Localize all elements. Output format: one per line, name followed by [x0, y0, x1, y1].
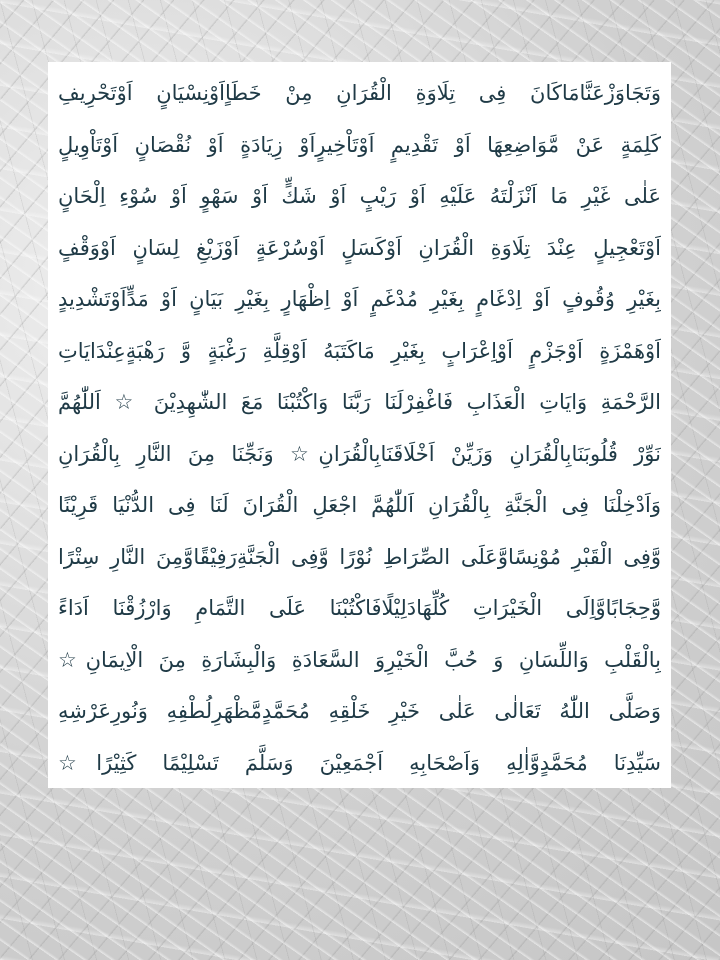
text-line-12: بِالْقَلْبِ وَاللِّسَانِ وَ حُبَّ الْخَيْرِوَ السَّعَادَةِ وَالْبِشَارَةِ مِنَ الْاِيمَانِ☆: [58, 647, 661, 672]
text-line-1: وَتَجَاوَزْعَنَّامَاكَانَ فِى تِلَاوَةِ الْقُرَانِ مِنْ خَطَاٍاَوْنِسْيَانٍ اَوْتَحْرِيفِ: [58, 81, 661, 105]
text-page: [48, 62, 671, 788]
text-line-14: سَيِّدِنَا مُحَمَّدٍوَّاٰلِهِ وَاَصْحَابِهِ اَجْمَعِيْنَ وَسَلَّمَ تَسْلِيْمًا كَثِيْرًا☆: [58, 750, 661, 775]
text-line-9: وَاَدْخِلْنَا فِى الْجَنَّةِ بِالْقُرَانِ اَللّٰهُمَّ اجْعَلِ الْقُرَانَ لَنَا فِى الدُّنْيَا قَرِيْنًا: [58, 493, 661, 517]
text-line-10: وَّفِى الْقَبْرِ مُوْنِسًاوَّعَلَى الصِّرَاطِ نُوْرًا وَّفِى الْجَنَّةِرَفِيْقًاوَّمِنَ النَّارِ سِتْرًا: [58, 544, 661, 569]
text-line-3: عَلٰى غَيْرِ مَا اَنْزَلْتَهُ عَلَيْهِ اَوْ رَيْبٍ اَوْ شَكٍّ اَوْ سَهْوٍ اَوْ سُوْءِ اِلْحَانٍ: [58, 184, 661, 208]
text-line-8: نَوِّرْ قُلُوبَنَابِالْقُرَانِ وَزَيِّنْ اَخْلَاقَنَابِالْقُرَانِ☆ وَنَجِّنَا مِنَ النَّارِ بِالْقُرَانِ: [58, 441, 661, 466]
text-line-11: وَّحِجَابًاوَّاِلَى الْخَيْرَاتِ كُلِّهَادَلِيْلًافَاكْتُبْنَا عَلَى التَّمَامِ وَارْزُقْنَا اَدَاءً: [58, 596, 661, 620]
text-line-5: بِغَيْرِ وُقُوفٍ اَوْ اِدْغَامٍ بِغَيْرِ مُدْغَمٍ اَوْ اِظْهَارٍ بِغَيْرِ بَيَانٍ اَوْ مَدٍّاَوْتَشْدِيدٍ: [58, 287, 661, 311]
text-line-7: الرَّحْمَةِ وَايَاتِ الْعَذَابِ فَاغْفِرْلَنَا رَبَّنَا وَاكْتُبْنَا مَعَ الشّٰهِدِيْنَ ☆ اَللّٰهُمَّ: [58, 390, 661, 414]
text-line-13: وَصَلَّى اللّٰهُ تَعَالٰى عَلٰى خَيْرِ خَلْقِهِ مُحَمَّدٍمَّظْهَرِلُطْفِهِ وَنُورِعَرْشِهِ: [58, 699, 661, 723]
text-line-4: اَوْتَعْجِيلٍ عِنْدَ تِلَاوَةِ الْقُرَانِ اَوْكَسَلٍ اَوْسُرْعَةٍ اَوْزَيْغِ لِسَانٍ اَوْوَقْفٍ: [58, 235, 661, 260]
text-line-2: كَلِمَةٍ عَنْ مَّوَاضِعِهَا اَوْ تَقْدِيمٍ اَوْتَاْخِيرٍاَوْ زِيَادَةٍ اَوْ نُقْصَانٍ اَوْتَاْوِيلٍ: [58, 132, 661, 157]
text-line-6: اَوْهَمْزَةٍ اَوْجَزْمٍ اَوْاِعْرَابٍ بِغَيْرِ مَاكَتَبَهُ اَوْقِلَّةِ رَغْبَةٍ وَّ رَهْبَةٍعِنْدَايَاتِ: [58, 338, 661, 363]
